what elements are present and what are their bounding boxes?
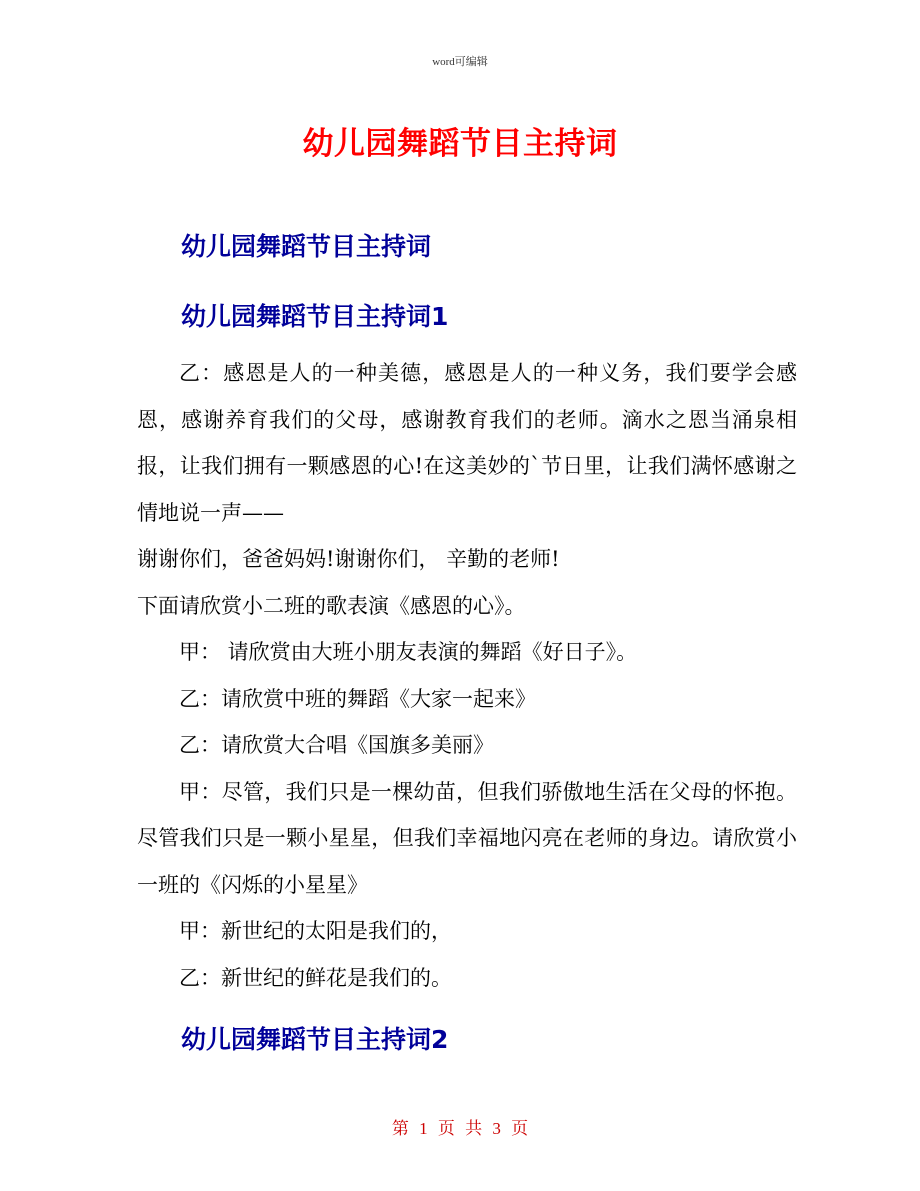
document-title: 幼儿园舞蹈节目主持词 [302, 126, 618, 162]
body-text [137, 350, 797, 1001]
section-heading-1: 幼儿园舞蹈节目主持词1 [181, 302, 449, 331]
paragraph-song-intro: 下面请欣赏小二班的歌表演《感恩的心》。 [137, 593, 526, 618]
page-header-watermark: word可编辑 [432, 56, 488, 68]
document-subtitle: 幼儿园舞蹈节目主持词 [181, 232, 432, 261]
paragraph-dance-together: 乙：请欣赏中班的舞蹈《大家一起来》 [179, 686, 536, 711]
page-number-footer: 第 1 页 共 3 页 [391, 1119, 529, 1138]
paragraph-thanks: 谢谢你们，爸爸妈妈!谢谢你们， 辛勤的老师! [137, 547, 560, 571]
paragraph-dance-good-days: 甲： 请欣赏由大班小朋友表演的舞蹈《好日子》。 [179, 640, 638, 664]
paragraph-little-stars: 甲：尽管，我们只是一棵幼苗，但我们骄傲地生活在父母的怀抱。尽管我们只是一颗小星星，但我们幸福地闪亮在老师的身边。请欣赏小一班的《闪烁的小星星》 [137, 779, 797, 897]
paragraph-chorus: 乙：请欣赏大合唱《国旗多美丽》 [179, 733, 494, 757]
paragraph-gratitude: 乙：感恩是人的一种美德，感恩是人的一种义务，我们要学会感恩，感谢养育我们的父母，感谢教育我们的老师。滴水之恩当涌泉相报，让我们拥有一颗感恩的心!在这美妙的`节日里，让我们满怀感谢之情地说一声—— [137, 361, 797, 525]
section-heading-2: 幼儿园舞蹈节目主持词2 [181, 1025, 449, 1054]
paragraph-sun: 甲：新世纪的太阳是我们的， [179, 919, 452, 943]
paragraph-flowers: 乙：新世纪的鲜花是我们的。 [179, 965, 452, 990]
